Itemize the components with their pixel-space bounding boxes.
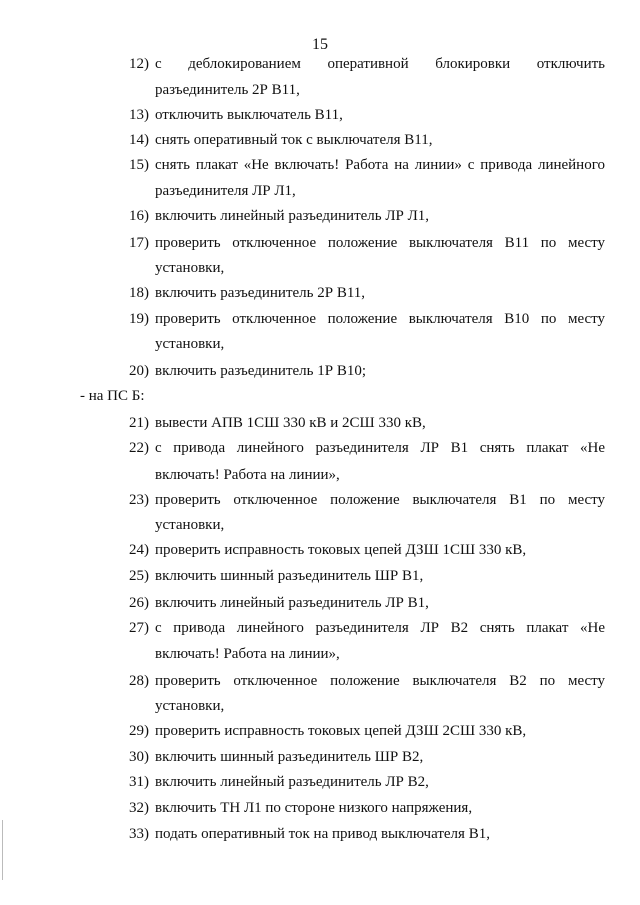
list-item-text: включить разъединитель 1Р В10; bbox=[155, 363, 367, 379]
list-item-text: установки, bbox=[155, 260, 225, 276]
list-item-text: с привода линейного разъединителя ЛР В1 снять плакат «Не bbox=[155, 440, 605, 456]
list-item-number: 16) bbox=[129, 208, 149, 224]
list-item-number: 31) bbox=[129, 774, 149, 790]
list-item-number: 22) bbox=[129, 440, 149, 456]
list-item-text: включать! Работа на линии», bbox=[155, 467, 340, 483]
list-item-text: подать оперативный ток на привод выключателя В1, bbox=[155, 826, 490, 842]
list-item-text: проверить отключенное положение выключателя В10 по месту bbox=[155, 311, 605, 327]
list-item-text: отключить выключатель В11, bbox=[155, 107, 343, 123]
list-item-text: проверить отключенное положение выключателя В2 по месту bbox=[155, 673, 605, 689]
list-item-number: 26) bbox=[129, 595, 149, 611]
list-item-text: включить линейный разъединитель ЛР Л1, bbox=[155, 208, 430, 224]
list-item-number: 13) bbox=[129, 107, 149, 123]
list-item-number: 30) bbox=[129, 749, 149, 765]
list-item-number: 12) bbox=[129, 56, 149, 72]
scan-edge-mark bbox=[2, 820, 3, 880]
list-item-text: включить шинный разъединитель ШР В2, bbox=[155, 749, 424, 765]
page-number: 15 bbox=[312, 36, 328, 53]
list-item-text: проверить отключенное положение выключателя В11 по месту bbox=[155, 235, 605, 251]
list-item-number: 20) bbox=[129, 363, 149, 379]
list-item-text: включить разъединитель 2Р В11, bbox=[155, 285, 366, 301]
list-item-text: разъединителя ЛР Л1, bbox=[155, 183, 296, 199]
list-item-number: 24) bbox=[129, 542, 149, 558]
list-item-text: включать! Работа на линии», bbox=[155, 646, 340, 662]
list-item-number: 32) bbox=[129, 800, 149, 816]
list-item-number: 25) bbox=[129, 568, 149, 584]
list-item-number: 18) bbox=[129, 285, 149, 301]
list-item-text: установки, bbox=[155, 698, 225, 714]
list-item-text: включить ТН Л1 по стороне низкого напряжения, bbox=[155, 800, 473, 816]
list-item-text: проверить отключенное положение выключателя В1 по месту bbox=[155, 492, 605, 508]
list-item-text: установки, bbox=[155, 336, 225, 352]
list-item-number: 29) bbox=[129, 723, 149, 739]
list-item-text: снять плакат «Не включать! Работа на линии» с привода линейного bbox=[155, 157, 605, 173]
list-item-text: включить линейный разъединитель ЛР В1, bbox=[155, 595, 429, 611]
list-item-text: снять оперативный ток с выключателя В11, bbox=[155, 132, 433, 148]
list-item-text: включить линейный разъединитель ЛР В2, bbox=[155, 774, 429, 790]
list-item-text: включить шинный разъединитель ШР В1, bbox=[155, 568, 424, 584]
list-item-number: 19) bbox=[129, 311, 149, 327]
list-item-text: вывести АПВ 1СШ 330 кВ и 2СШ 330 кВ, bbox=[155, 415, 426, 431]
section-heading: - на ПС Б: bbox=[80, 388, 145, 404]
list-item-text: с привода линейного разъединителя ЛР В2 снять плакат «Не bbox=[155, 620, 605, 636]
list-item-number: 33) bbox=[129, 826, 149, 842]
list-item-text: установки, bbox=[155, 517, 225, 533]
list-item-number: 27) bbox=[129, 620, 149, 636]
list-item-number: 15) bbox=[129, 157, 149, 173]
list-item-text: разъединитель 2Р В11, bbox=[155, 82, 300, 98]
list-item-text: с деблокированием оперативной блокировки отключить bbox=[155, 56, 605, 72]
list-item-number: 14) bbox=[129, 132, 149, 148]
list-item-text: проверить исправность токовых цепей ДЗШ 2СШ 330 кВ, bbox=[155, 723, 527, 739]
list-item-text: проверить исправность токовых цепей ДЗШ 1СШ 330 кВ, bbox=[155, 542, 527, 558]
list-item-number: 17) bbox=[129, 235, 149, 251]
list-item-number: 23) bbox=[129, 492, 149, 508]
list-item-number: 28) bbox=[129, 673, 149, 689]
list-item-number: 21) bbox=[129, 415, 149, 431]
